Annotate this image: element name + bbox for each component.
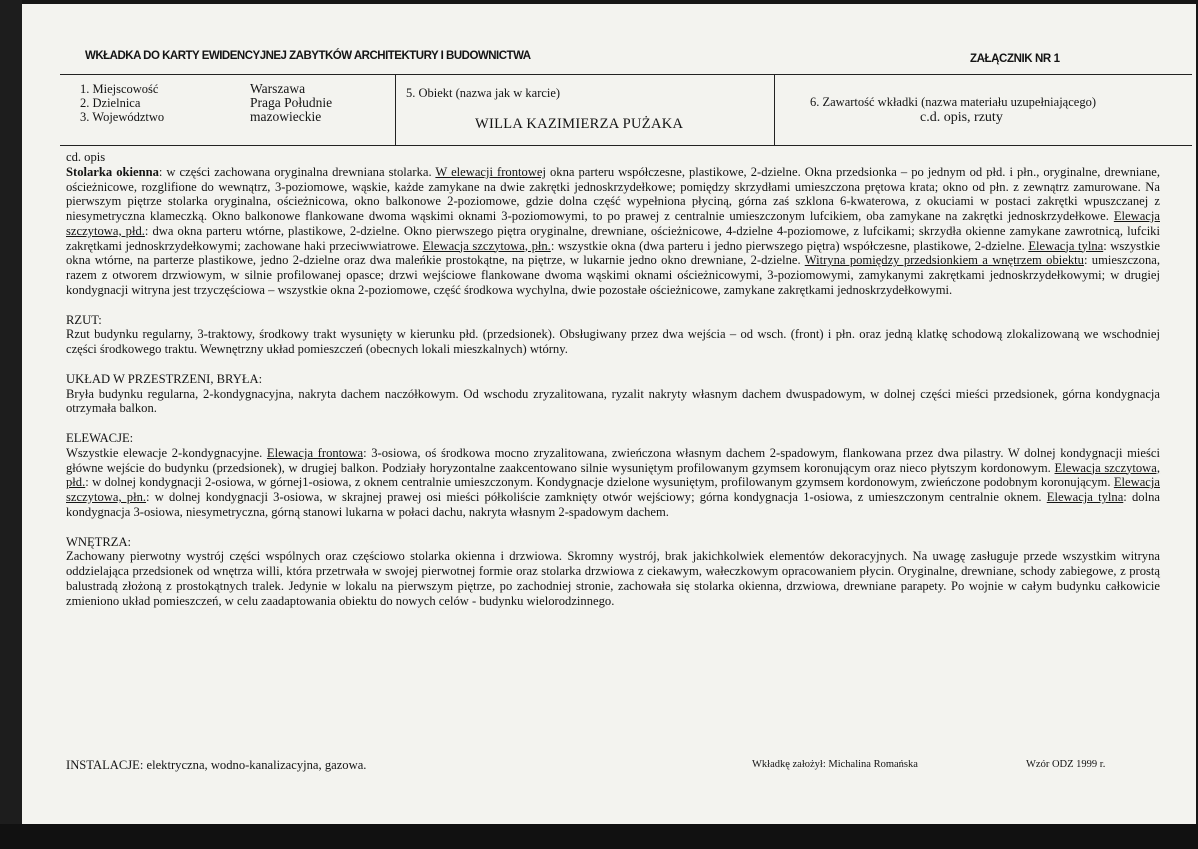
label-miejscowosc: 1. Miejscowość	[80, 82, 159, 96]
location-labels	[80, 82, 164, 124]
object-label: 5. Obiekt (nazwa jak w karcie)	[406, 86, 561, 100]
contents-label: 6. Zawartość wkładki (nazwa materiału uzupełniającego)	[810, 95, 1096, 109]
author-note: Wkładkę założył: Michalina Romańska	[752, 759, 918, 770]
wnetrza-text: Zachowany pierwotny wystrój części wspólnych oraz częściowo stolarka okienna i drzwiowa. Skromny wystrój, brak jakichkolwiek elementów dekoracyjnych. Na uwagę zasługuje przede wszystkim witryna oddzielająca przedsionek od wnętrza willi, która przetrwała w swojej pierwotnej formie oraz stolarka drzwiowa z ciekawym, wałeczkowym opracowaniem płycin. Oryginalne, drewniane, schody zabiegowe, z prostą balustradą złożoną z prostokątnych tralek. Jedynie w lokalu na pierwszym piętrze, po zachodniej stronie, zachowała się stolarka okienna, drzwiowa, drewniane parapety. Po wojnie w całym budynku całkowicie zmieniono układ pomieszczeń, w celu zaadaptowania obiektu do nowych celów - budynku wielorodzinnego.	[66, 549, 1160, 608]
value-wojewodztwo: mazowieckie	[250, 109, 322, 124]
header-top-rule	[60, 74, 1192, 75]
object-name: WILLA KAZIMIERZA PUŻAKA	[475, 116, 684, 132]
header-divider-1	[395, 74, 396, 146]
form-title: WKŁADKA DO KARTY EWIDENCYJNEJ ZABYTKÓW ARCHITEKTURY I BUDOWNICTWA	[85, 50, 531, 62]
contents-value: c.d. opis, rzuty	[920, 110, 1003, 125]
windows-heading: Stolarka okienna	[66, 164, 159, 179]
label-dzielnica: 2. Dzielnica	[80, 96, 141, 110]
header-divider-2	[774, 74, 775, 146]
label-wojewodztwo: 3. Województwo	[80, 110, 165, 124]
continuation-note: cd. opis	[66, 150, 106, 164]
description-body	[66, 150, 1160, 608]
elewacje-heading: ELEWACJE:	[66, 431, 134, 445]
form-sheet	[22, 4, 1196, 824]
wnetrza-heading: WNĘTRZA:	[66, 534, 132, 549]
footer-line	[66, 758, 1160, 774]
scan-border-left	[0, 0, 22, 849]
section-windows: Stolarka okienna: w części zachowana oryginalna drewniana stolarka. W elewacji frontowej okna parteru współczesne, plastikowe, 2-dzielne. Okna przedsionka – po jednym od płd. i płn., oryginalne, drewniane, ościeżnicowe, rozglifione do wewnątrz, 3-poziomowe, wąskie, każde zamykane na dwie zakrętki jednoskrzydełkowe; pomiędzy skrzydłami umieszczona prętowa krata; okno od płn. z zewnątrz zamurowane. Na pierwszym piętrze stolarka oryginalna, ościeżnicowa, okno balkonowe 2-poziomowe, gdzie dolna część wypełniona płyciną, górna zaś szklona 6-kwaterowa, z okuciami w postaci zakrętki wpuszczanej z niesymetryczna klameczką. Okno balkonowe flankowane dwoma wąskimi oknami 3-poziomowymi, to po prawej z centralnie umieszczonym lufcikiem, oba zamykane na zakrętki jednoskrzydełkowe. Elewacja szczytowa, płd.: dwa okna parteru wtórne, plastikowe, 2-dzielne. Okno pierwszego piętra oryginalne, drewniane, ościeżnicowe, 4-dzielne 4-poziomowe, z lufcikami; skrzydła okienne zamykane zawrotnicą, lufciki zakrętkami jednoskrzydełkowymi; zachowane haki przeciwwiatrowe. Elewacja szczytowa, płn.: wszystkie okna (dwa parteru i jedno pierwszego piętra) współczesne, plastikowe, 2-dzielne. Elewacja tylna: wszystkie okna wtórne, na parterze plastikowe, jedno 2-dzielne oraz dwa maleńkie prostokątne, na piętrze, w lukarnie jedno okno drewniane, 2-dzielne. Witryna pomiędzy przedsionkiem a wnętrzem obiektu: umieszczona, razem z otworem drzwiowym, w silnie profilowanej opasce; drzwi wejściowe flankowane dwoma wąskimi oknami ościeżnicowymi, 3-poziomowymi, zamykanymi zakrętkami jednoskrzydełkowymi; w drugiej kondygnacji witryna jest trzyczęściowa – wszystkie okna 2-poziomowe, część środkowa wychylna, dwie pozostałe ościeżnicowe, zamykane zakrętkami jednoskrzydełkowymi.	[66, 164, 1160, 297]
value-dzielnica: Praga Południe	[250, 95, 333, 110]
value-miejscowosc: Warszawa	[250, 81, 306, 96]
scan-border-bottom	[0, 824, 1198, 849]
rzut-text: Rzut budynku regularny, 3-traktowy, środkowy trakt wysunięty w kierunku płd. (przedsionek). Obsługiwany przez dwa wejścia – od wsch. (front) i płn. oraz jedną klatkę schodową zlokalizowaną we wschodniej części środkowego traktu. Wewnętrzny układ pomieszczeń (obecnych lokali mieszkalnych) wtórny.	[66, 327, 1160, 356]
location-values	[250, 82, 332, 124]
uklad-heading: UKŁAD W PRZESTRZENI, BRYŁA:	[66, 371, 263, 386]
uklad-text: Bryła budynku regularna, 2-kondygnacyjna, nakryta dachem naczółkowym. Od wschodu zryzalitowana, ryzalit nakryty własnym dachem dwuspadowym, w dolnej części mieści przedsionek, górna kondygnacja otrzymała balkon.	[66, 386, 1160, 416]
template-version: Wzór ODZ 1999 r.	[1026, 759, 1106, 770]
section-elewacje: Wszystkie elewacje 2-kondygnacyjne. Elewacja frontowa: 3-osiowa, oś środkowa mocno zryzalitowana, zwieńczona własnym dachem 2-spadowym, flankowana przez dwa pilastry. W dolnej kondygnacji mieści główne wejście do budynku (przedsionek), w drugiej balkon. Podziały horyzontalne zaakcentowano silnie wysuniętym profilowanym gzymsem koronującym oraz nieco płytszym kordonowym. Elewacja szczytowa, płd.: w dolnej kondygnacji 2-osiowa, w górnej1-osiowa, z oknem centralnie umieszczonym. Kondygnacje dzielone wysuniętym, profilowanym gzymsem kordonowym, zwieńczone podobnym koronującym. Elewacja szczytowa, płn.: w dolnej kondygnacji 3-osiowa, w skrajnej prawej osi mieści półkoliście zamknięty otwór wejściowy; górna kondygnacja 1-osiowa, z umieszczonym centralnie oknem. Elewacja tylna: dolna kondygnacja 3-osiowa, niesymetryczna, górną stanowi lukarna w połaci dachu, nakryta własnym 2-spadowym dachem.	[66, 445, 1161, 519]
header-bottom-rule	[60, 145, 1192, 146]
annex-number: ZAŁĄCZNIK NR 1	[970, 53, 1060, 65]
instalacje-text: INSTALACJE: elektryczna, wodno-kanalizacyjna, gazowa.	[66, 758, 367, 772]
rzut-heading: RZUT:	[66, 312, 102, 327]
